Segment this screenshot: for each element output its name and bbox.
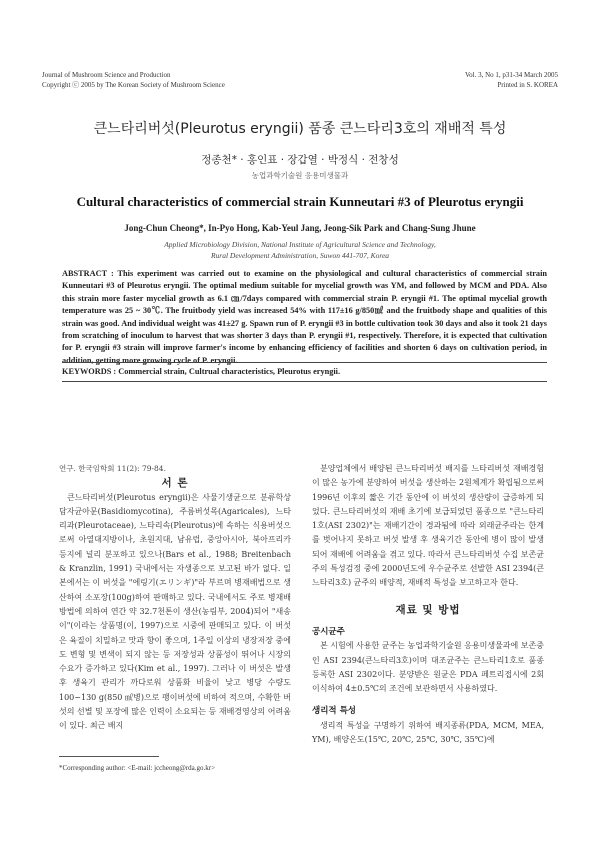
affiliation-korean: 농업과학기술원 응용미생물과	[251, 171, 349, 180]
title-korean: 큰느타리버섯(Pleurotus eryngii) 품종 큰느타리3호의 재배적 특성	[93, 121, 507, 137]
left-column	[59, 462, 291, 734]
keywords-bottom-rule	[62, 381, 547, 382]
affiliation-line-1: Applied Microbiology Division, National Institute of Agricultural Science and Technology,	[164, 240, 436, 249]
keywords-top-rule	[62, 362, 547, 363]
title-english: Cultural characteristics of commercial strain Kunneutari #3 of Pleurotus eryngii	[76, 194, 524, 209]
affiliation-english	[0, 239, 600, 261]
affiliation-line-2: Rural Development Administration, Suwon 441-707, Korea	[210, 251, 390, 260]
footnote-rule	[59, 756, 159, 757]
abstract-label: ABSTRACT :	[62, 269, 114, 278]
subsection-strains: 공시균주	[312, 626, 345, 637]
source-citation: 연구. 한국임학회 11(2): 79-84.	[59, 464, 166, 473]
journal-name: Journal of Mushroom Science and Production	[42, 71, 171, 79]
volume-info: Vol. 3, No 1, p31-34 March 2005	[464, 71, 558, 79]
footnote: *Corresponding author: <E-mail: jccheong@rda.go.kr>	[59, 764, 216, 772]
authors-korean: 정종천* · 홍인표 · 장갑열 · 박정식 · 전창성	[201, 154, 399, 166]
section-title-introduction: 서 론	[161, 477, 189, 490]
copyright: Copyright ⓒ 2005 by The Korean Society of Mushroom Science	[42, 81, 225, 89]
abstract	[62, 268, 547, 367]
authors-english: Jong-Chun Cheong*, In-Pyo Hong, Kab-Yeul Jang, Jeong-Sik Park and Chang-Sung Jhune	[124, 223, 476, 233]
section-title-methods: 재료 및 방법	[395, 603, 461, 616]
strains-paragraph: 본 시험에 사용한 균주는 농업과학기술원 응용미생물과에 보존중인 ASI 2394(큰느타리3호)이며 대조균주는 큰느타리1호로 품종등록한 ASI 2302이다. 분양받은 원균은 PDA 페트리접시에 2회 이식하여 4±0.5℃의 조건에 보관하면서 사용하였다.	[312, 641, 544, 694]
subsection-physiology: 생리적 특성	[312, 706, 357, 717]
introduction-paragraph: 큰느타리버섯(Pleurotus eryngii)은 사물기생균으로 분류학상 담자균아문(Basidiomycotina), 주름버섯목(Agaricales), 느타리과(Pleurotaceae), 느타리속(Pleurotus)에 속하는 식용버섯으로써 아열대지방이나, 초원지대, 남유럽, 중앙아시아, 북아프리카 등지에 널리 분포하고 있으나(Bars et al., 1988; Breitenbach & Kranzlin, 1991) 국내에서는 자생종으로 보고된 바가 없다. 일본에서는 이 버섯을 "에링기(エリンギ)"라 부르며 병재배법으로 생산하여 소포장(100g)하여 판매하고 있다. 국내에서도 주로 병재배 방법에 의하여 연간 약 32.7천톤이 생산(농림부, 2004)되어 "새송이"(이라는 상품명(이, 1997)으로 시중에 판매되고 있다. 이 버섯은 육질이 치밀하고 맛과 향이 좋으며, 1주일 이상의 냉장저장 중에도 변형 및 변색이 되지 않는 등 저장성과 상품성이 뛰어나 시장의 수요가 증가하고 있다(Kim et al., 1997). 그러나 이 버섯은 발생후 생육기 관리가 까다로워 상품화 비율이 낮고 병당 수량도 100~130 g(850 ㎖병)으로 팽이버섯에 비하여 적으며, 수확한 버섯의 선별 및 포장에 많은 인력이 소요되는 등 재배경영상의 어려움이 있다. 최근 배지	[59, 492, 291, 731]
right-column	[312, 462, 544, 747]
physiology-paragraph: 생리적 특성을 구명하기 위하여 배지종류(PDA, MCM, MEA, YM), 배양온도(15℃, 20℃, 25℃, 30℃, 35℃)에	[312, 720, 544, 745]
introduction-continued: 분양업체에서 배양된 큰느타리버섯 배지를 느타리버섯 재배경험이 많은 농가에 분양하여 버섯을 생산하는 2원체계가 확립됨으로써 1996년 이후의 짧은 기간 동안에 이 버섯의 생산량이 급증하게 되었다. 큰느타리버섯의 재배 초기에 보급되었던 품종으로 "큰느타리1호(ASI 2302)"는 재배기간이 경과됨에 따라 외래균주라는 한계를 벗어나지 못하고 버섯 발생 후 생육기간 동안에 병이 많이 발생되어 재배에 어려움을 겪고 있다. 따라서 큰느타리버섯 수집 보존균주의 특성검정 중에 2000년도에 우수균주로 선발한 ASI 2394(큰느타리3호) 균주의 배양적, 재배적 특성을 보고하고자 한다.	[312, 464, 544, 588]
journal-header-left	[42, 70, 225, 90]
abstract-text: This experiment was carried out to examine on the physiological and cultural characteristics of commercial strain Kunneutari #3 of Pleurotus eryngii. The optimal medium suitable for mycelial growth was YM, and followed by MCM and PDA. Also this strain more faster mycelial growth as 6.1 ㎝/7days compared with commercial strain P. eryngii #1. The optimal mycelial growth temperature was 25 ~ 30℃. The fruitbody yield was increased 54% with 117±16 g/850㎖ and the fruitbody shape and qualities of this strain was good. And individual weight was 41±27 g. Spawn run of P. eryngii #3 in bottle cultivation took 30 days and also it took 21 days from scratching of inoculum to harvest that was shorter 3 days than P. eryngii #1, respectively. Therefore, it is expected that cultivation for P. eryngii #3 strain will improve farmer's income by enhancing efficiency of facilities and shorten 6 days on cultivation period, in addition, getting more growing cycle of P. eryngii.	[62, 269, 547, 365]
keywords: KEYWORDS : Commercial strain, Cultrual characteristics, Pleurotus eryngii.	[62, 367, 341, 376]
journal-header-right	[465, 70, 558, 90]
printed-in: Printed in S. KOREA	[497, 81, 558, 89]
